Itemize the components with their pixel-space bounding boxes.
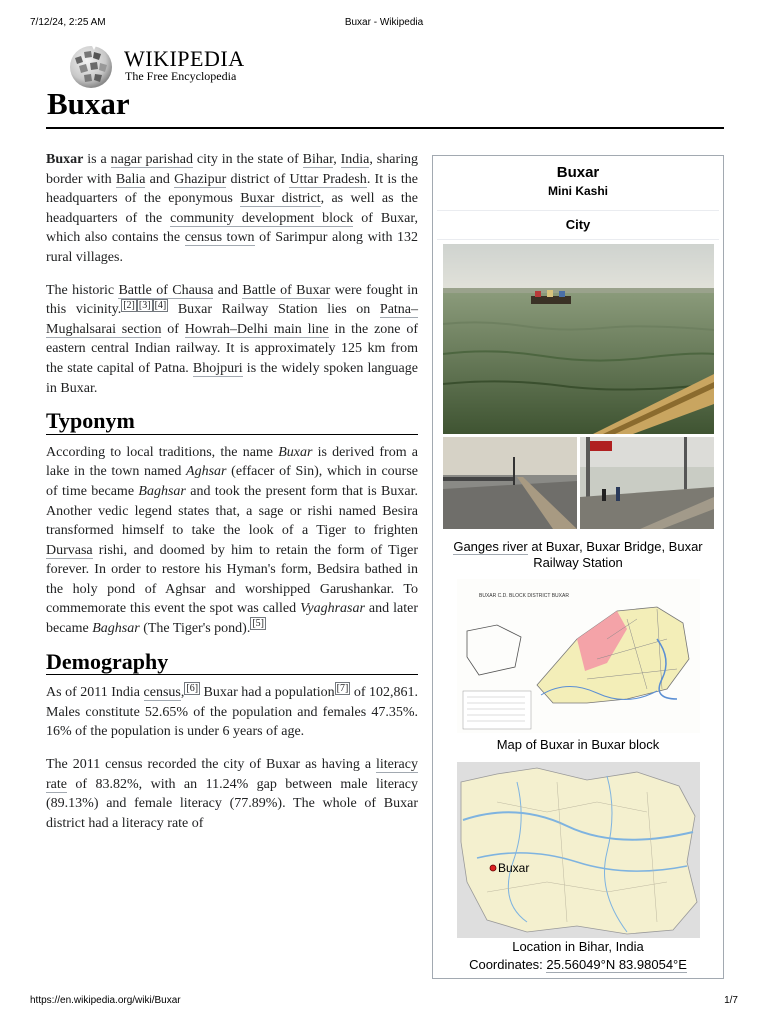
wikipedia-wordmark[interactable]: WIKIPEDIA [124,46,245,71]
title-divider [46,127,724,129]
italic-term: Vyaghrasar [300,601,365,617]
locator-map-label: Buxar [498,861,530,875]
block-map-caption: Map of Buxar in Buxar block [496,737,660,752]
coordinates-link[interactable]: 25.56049°N 83.98054°E [546,957,687,972]
article-link[interactable]: Bhojpuri [192,360,243,376]
article-link[interactable]: Durvasa [46,542,93,558]
infobox-nickname: Mini Kashi [547,184,608,198]
italic-term: Buxar [278,444,313,460]
article-link[interactable]: census [143,685,181,701]
article-link[interactable]: Buxar district [240,191,321,207]
infobox-photo-caption [433,539,723,571]
article-link[interactable]: Bihar [302,152,334,167]
infobox-title: Buxar [556,164,600,181]
coordinates [433,957,723,973]
ganges-river-link[interactable]: Ganges river [453,539,528,554]
block-map-title: BUXAR C.D. BLOCK DISTRICT BUXAR [479,593,569,599]
article-link[interactable]: Battle of Chausa [118,282,214,298]
article-link[interactable]: Howrah–Delhi main line [184,321,329,337]
article-link[interactable]: nagar parishad [110,152,193,167]
typonym-paragraph: According to local traditions, the name Buxar is derived from a lake in the town named Aghsar (effacer of Sin), which in course of time became Baghsar and took the present form that is Buxar. Another vedic legend states that, a sage or rishi named Besira transformed himself to take the look of a Tiger to frighten Durvasa rishi, and doomed by him to retain the form of Tiger forever. In order to restore his Hyman's form, Bedsira bathed in the holy pond of Aghsar and worshipped Garushankar. To commemorate this event the spot was called Vyaghrasar and later became Baghsar (The Tiger's pond). [5] [46,444,418,637]
article-link[interactable]: literacy rate [46,757,418,792]
print-page-title: Buxar - Wikipedia [344,17,424,28]
section-heading-typonym: Typonym [46,411,418,435]
page-title: Buxar [47,86,130,121]
photo-caption-text: at Buxar, Buxar Bridge, Buxar Railway Station [527,539,703,570]
article-link[interactable]: Patna–Mughalsarai section [46,302,419,337]
citation-link[interactable]: [5] [252,618,265,630]
demography-paragraph-2: The 2011 census recorded the city of Buxar as having a literacy rate of 83.82%, with an 11.24% gap between male literacy (89.13%) and female literacy (77.89%). The whole of Buxar district had a literacy rate of [46,757,418,831]
coordinates-label: Coordinates: [469,957,547,972]
article-link[interactable]: census town [184,230,255,246]
article-link[interactable]: Uttar Pradesh [289,171,367,187]
location-marker-icon [490,865,496,871]
citation-link[interactable]: [4] [154,299,167,311]
print-url: https://en.wikipedia.org/wiki/Buxar [30,995,181,1006]
article-link[interactable]: Balia [115,171,146,187]
italic-term: Aghsar [186,464,227,480]
intro-paragraph-1: Buxar is a nagar parishad city in the state of Bihar, India, sharing border with Balia and Ghazipur district of Uttar Pradesh. It is the headquarters of the eponymous Buxar district, as well as the headquarters of the community development block of Buxar, which also contains the census town of Sarimpur along with 132 rural villages. [46,152,419,265]
citation-link[interactable]: [3] [138,299,151,311]
bihar-locator-map[interactable] [457,762,700,938]
section-heading-demography: Demography [46,652,418,676]
article-link[interactable]: India [340,152,370,167]
infobox-settlement-type: City [565,217,591,232]
print-footer [0,995,768,1009]
buxar-railway-station-photo[interactable] [580,437,714,529]
print-header [0,17,768,31]
citation-link[interactable]: [2] [123,299,135,311]
citation-link[interactable]: [6] [186,682,199,694]
italic-term: Baghsar [92,621,140,637]
bold-term: Buxar [46,152,84,167]
ganges-river-photo[interactable] [443,244,714,434]
article-link[interactable]: Ghazipur [174,171,227,187]
wikipedia-globe-icon[interactable] [66,44,116,90]
demography-paragraph-1: As of 2011 India census, [6] Buxar had a population [7] of 102,861. Males constitute 52.65% of the population and females 47.35%. 16% of the population is under 6 years of age. [46,682,418,740]
article-link[interactable]: Battle of Buxar [242,282,331,298]
infobox [432,155,724,979]
buxar-block-map[interactable] [457,579,700,733]
wikipedia-tagline: The Free Encyclopedia [125,69,237,83]
intro-paragraph-2: The historic Battle of Chausa and Battle of Buxar were fought in this vicinity. [2] [3] [4] Buxar Railway Station lies on Patna–Mughalsarai section of Howrah–Delhi main line in the zone of eastern central Indian railway. It is approximately 125 km from the state capital of Patna. Bhojpuri is the widely spoken language in Buxar. [46,282,419,396]
infobox-divider [437,210,719,211]
print-page-number: 1/7 [724,995,738,1006]
infobox-divider [437,239,719,240]
buxar-bridge-photo[interactable] [443,437,577,529]
locator-map-caption: Location in Bihar, India [512,939,644,954]
italic-term: Baghsar [138,483,186,499]
article-link[interactable]: community development block [170,210,354,226]
article-content [46,150,418,846]
print-datetime: 7/12/24, 2:25 AM [30,17,106,28]
citation-link[interactable]: [7] [336,682,349,694]
